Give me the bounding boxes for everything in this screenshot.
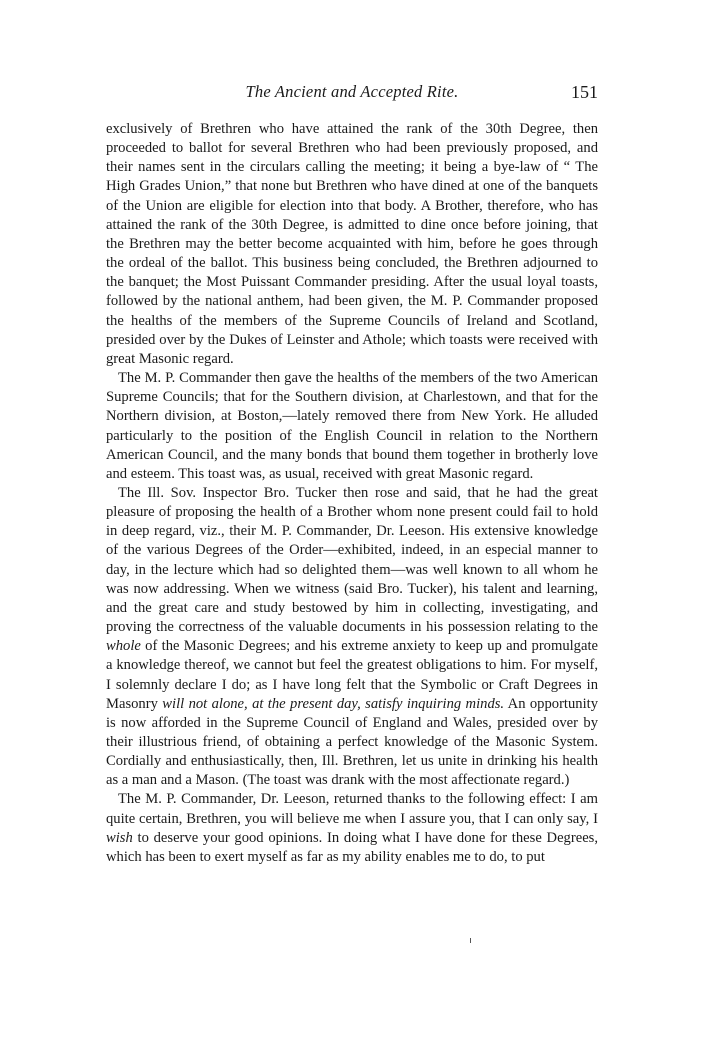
running-title: The Ancient and Accepted Rite. (245, 82, 459, 101)
paragraph-2 (106, 369, 598, 484)
text-segment: exclusively of Brethren who have attained the rank of the 30th Degree, then proceeded to ballot for several Brethren who had been previously proposed, and their names sent in the circulars calling the meeting; it being a bye-law of “ The High Grades Union,” that none but Brethren who have dined at one of the banquets of the Union are eligible for election into that body. A Brother, therefore, who has attained the rank of the 30th Degree, is admitted to dine once before joining, that the Brethren may the better become acquainted with him, before he goes through the ordeal of the ballot. This business being concluded, the Brethren adjourned to the banquet; the Most Puissant Commander presiding. After the usual loyal toasts, followed by the national anthem, had been given, the M. P. Commander proposed the healths of the members of the Supreme Councils of Ireland and Scotland, presided over by the Dukes of Leinster and Athole; which toasts were received with great Masonic regard. (106, 121, 598, 367)
text-segment: of the Masonic Degrees; and his extreme anxiety to keep up and promulgate a knowledge thereof, we cannot but feel the greatest obligations to him. For myself, I solemnly declare I do; as I have long felt that the Symbolic or Craft Degrees in Masonry (106, 638, 598, 712)
body-text (106, 120, 598, 867)
book-page (106, 78, 598, 867)
italic-text-segment: whole (106, 638, 141, 655)
page-number: 151 (571, 82, 598, 102)
paragraph-1 (106, 120, 598, 369)
italic-text-segment: will not alone, at the present day, satisfy inquiring minds. (162, 695, 505, 712)
print-mark (470, 938, 471, 943)
text-segment: The Ill. Sov. Inspector Bro. Tucker then rose and said, that he had the great pleasure of proposing the health of a Brother whom none present could fail to hold in deep regard, viz., their M. P. Commander, Dr. Leeson. His extensive knowledge of the various Degrees of the Order—exhibited, indeed, in an especial manner to day, in the lecture which had so delighted them—was well known to all whom he was now addressing. When we witness (said Bro. Tucker), his talent and learning, and the great care and study bestowed by him in collecting, investigating, and proving the correctness of the valuable documents in his possession relating to the (106, 484, 598, 636)
page-header (106, 78, 598, 106)
text-segment: The M. P. Commander, Dr. Leeson, returned thanks to the following effect: I am quite certain, Brethren, you will believe me when I assure you, that I can only say, I (106, 791, 598, 827)
text-segment: An opportunity is now afforded in the Supreme Council of England and Wales, presided over by their illustrious friend, of obtaining a perfect knowledge of the Masonic System. Cordially and enthusiastically, then, Ill. Brethren, let us unite in drinking his health as a man and a Mason. (The toast was drank with the most affectionate regard.) (106, 695, 598, 789)
paragraph-4 (106, 790, 598, 867)
text-segment: The M. P. Commander then gave the healths of the members of the two American Supreme Councils; that for the Southern division, at Charlestown, and that for the Northern division, at Boston,—lately removed there from New York. He alluded particularly to the position of the English Council in relation to the Northern American Council, and the many bonds that bound them together in brotherly love and esteem. This toast was, as usual, received with great Masonic regard. (106, 370, 598, 482)
italic-text-segment: wish (106, 829, 133, 846)
paragraph-3 (106, 484, 598, 791)
text-segment: to deserve your good opinions. In doing what I have done for these Degrees, which has been to exert myself as far as my ability enables me to do, to put (106, 829, 598, 865)
